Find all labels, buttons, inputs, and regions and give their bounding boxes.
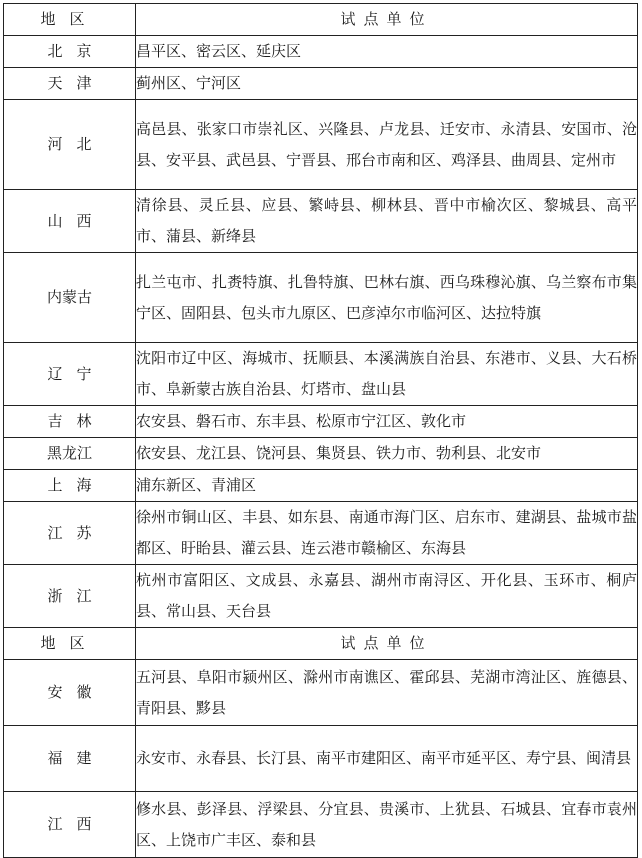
units-cell: 浦东新区、青浦区 (136, 470, 638, 502)
units-column-header: 试点单位 (136, 628, 638, 660)
units-cell: 五河县、阜阳市颍州区、滁州市南谯区、霍邱县、芜湖市湾沚区、旌德县、青阳县、黟县 (136, 660, 638, 726)
region-cell: 江苏 (4, 502, 136, 565)
region-cell: 辽宁 (4, 343, 136, 406)
region-cell: 河北 (4, 100, 136, 190)
table-row-jilin (4, 406, 638, 438)
units-cell: 修水县、彭泽县、浮梁县、分宜县、贵溪市、上犹县、石城县、宜春市袁州区、上饶市广丰区、泰和县 (136, 792, 638, 858)
region-cell: 安徽 (4, 660, 136, 726)
units-cell: 沈阳市辽中区、海城市、抚顺县、本溪满族自治县、东港市、义县、大石桥市、阜新蒙古族自治县、灯塔市、盘山县 (136, 343, 638, 406)
table-row-shanghai (4, 470, 638, 502)
region-cell: 天津 (4, 68, 136, 100)
table-header-row (4, 4, 638, 36)
units-cell: 清徐县、灵丘县、应县、繁峙县、柳林县、晋中市榆次区、黎城县、高平市、蒲县、新绛县 (136, 190, 638, 253)
region-column-header: 地区 (4, 628, 136, 660)
units-column-header: 试点单位 (136, 4, 638, 36)
units-cell: 依安县、龙江县、饶河县、集贤县、铁力市、勃利县、北安市 (136, 438, 638, 470)
table-row-anhui (4, 660, 638, 726)
units-cell: 昌平区、密云区、延庆区 (136, 36, 638, 68)
table-row-hebei (4, 100, 638, 190)
units-cell: 杭州市富阳区、文成县、永嘉县、湖州市南浔区、开化县、玉环市、桐庐县、常山县、天台县 (136, 565, 638, 628)
table-row-beijing (4, 36, 638, 68)
units-cell: 农安县、磐石市、东丰县、松原市宁江区、敦化市 (136, 406, 638, 438)
table-header-row-repeat (4, 628, 638, 660)
region-cell: 上海 (4, 470, 136, 502)
table-row-liaoning (4, 343, 638, 406)
region-cell: 福建 (4, 726, 136, 792)
region-cell: 内蒙古 (4, 253, 136, 343)
region-cell: 黑龙江 (4, 438, 136, 470)
units-cell: 扎兰屯市、扎赉特旗、扎鲁特旗、巴林右旗、西乌珠穆沁旗、乌兰察布市集宁区、固阳县、包头市九原区、巴彦淖尔市临河区、达拉特旗 (136, 253, 638, 343)
table-row-jiangsu (4, 502, 638, 565)
table-row-shanxi (4, 190, 638, 253)
region-cell: 北京 (4, 36, 136, 68)
region-cell: 浙江 (4, 565, 136, 628)
table-row-tianjin (4, 68, 638, 100)
region-column-header: 地区 (4, 4, 136, 36)
table-row-heilongjiang (4, 438, 638, 470)
table-row-jiangxi (4, 792, 638, 858)
table-row-zhejiang (4, 565, 638, 628)
pilot-units-table (3, 3, 638, 858)
table-row-neimenggu (4, 253, 638, 343)
region-cell: 吉林 (4, 406, 136, 438)
units-cell: 徐州市铜山区、丰县、如东县、南通市海门区、启东市、建湖县、盐城市盐都区、盱眙县、灌云县、连云港市赣榆区、东海县 (136, 502, 638, 565)
units-cell: 高邑县、张家口市崇礼区、兴隆县、卢龙县、迁安市、永清县、安国市、沧县、安平县、武邑县、宁晋县、邢台市南和区、鸡泽县、曲周县、定州市 (136, 100, 638, 190)
region-cell: 山西 (4, 190, 136, 253)
table-row-fujian (4, 726, 638, 792)
units-cell: 蓟州区、宁河区 (136, 68, 638, 100)
region-cell: 江西 (4, 792, 136, 858)
units-cell: 永安市、永春县、长汀县、南平市建阳区、南平市延平区、寿宁县、闽清县 (136, 726, 638, 792)
